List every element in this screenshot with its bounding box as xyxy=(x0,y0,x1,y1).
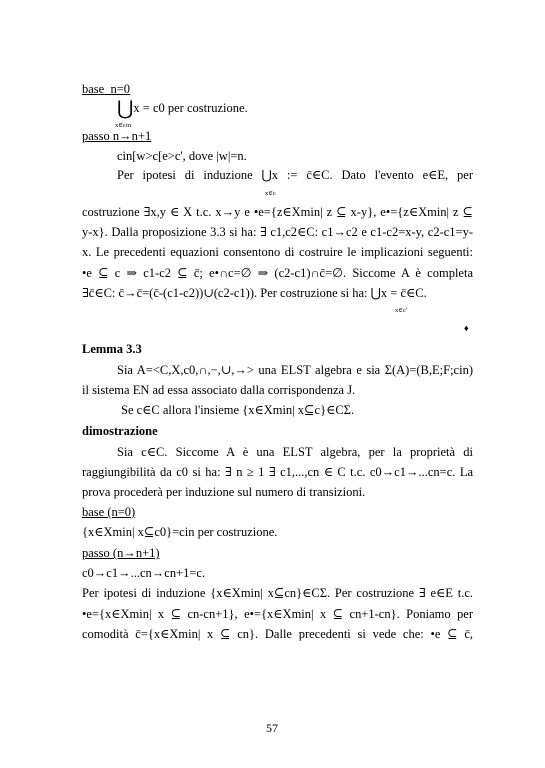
dim-line-3: prova procederà per induzione sul numero di transizioni. xyxy=(82,485,366,499)
dimostrazione-title: dimostrazione xyxy=(82,424,158,438)
exist-subscript: x∈c' xyxy=(395,307,408,314)
exist-line: ∃c̄∈C: c̄→c̄=(c̄-(c1-c2))∪(c2-c1)). Per costruzione si ha: ⋃x = c̄∈C. xyxy=(82,286,427,300)
base-n-value: n=0 xyxy=(110,82,131,96)
induzione-line-1: Per ipotesi di induzione {x∈Xmin| x⊆cn}∈CΣ. Per costruzione ∃ e∈E t.c. xyxy=(82,586,473,600)
end-of-proof-diamond: ♦ xyxy=(464,323,469,333)
lemma-line-3: Se c∈C allora l'insieme {x∈Xmin| x⊆c}∈CΣ. xyxy=(121,403,355,417)
base-n0-equation xyxy=(117,98,248,120)
lemma-line-2: il sistema EN ad essa associato dalla corrispondenza J. xyxy=(82,383,356,397)
equazioni-line: x. Le precedenti equazioni consentono di costruire le implicazioni seguenti: xyxy=(82,245,473,259)
lemma-title: Lemma 3.3 xyxy=(82,342,142,356)
ipotesi-line: Per ipotesi di induzione ⋃x := c̄∈C. Dato l'evento e∈E, per xyxy=(117,168,473,182)
proposizione-line: y-x}. Dalla proposizione 3.3 si ha: ∃ c1,c2∈C: c1→c2 e c1-c2=x-y, c2-c1=y- xyxy=(82,225,473,239)
passo-n-heading: passo (n→n+1) xyxy=(82,546,160,560)
dim-line-2: raggiungibilità da c0 si ha: ∃ n ≥ 1 ∃ c1,...,cn ∈ C t.c. c0→c1→...cn=c. La xyxy=(82,465,473,479)
base-heading: base (n=0) xyxy=(82,505,136,519)
passo-heading: passo n→n+1 xyxy=(82,129,152,143)
union-symbol: ⋃ xyxy=(117,98,134,120)
page-number: 57 xyxy=(266,721,278,735)
passo-equation: c0→c1→...cn→cn+1=c. xyxy=(82,566,206,580)
implicazioni-line: •e ⊆ c ⇒ c1-c2 ⊆ c̄; e•∩c=∅ ⇒ (c2-c1)∩c̄=∅. Siccome A è completa xyxy=(82,266,473,280)
base-equation: {x∈Xmin| x⊆c0}=cin per costruzione. xyxy=(82,525,278,539)
lemma-line-1: Sia A=<C,X,c0,∩,−,∪,→> una ELST algebra e sia Σ(A)=(B,E;F;cin) xyxy=(117,363,473,377)
base-label: base xyxy=(82,82,105,96)
dim-line-1: Sia c∈C. Siccome A è una ELST algebra, per la proprietà di xyxy=(117,445,473,459)
cin-line: cin[w>c[e>c', dove |w|=n. xyxy=(117,149,247,163)
ipotesi-subscript: x∈c xyxy=(265,190,276,197)
base-n0-subscript: x∈cin xyxy=(115,122,132,129)
costruzione-line: costruzione ∃x,y ∈ X t.c. x→y e •e={z∈Xmin| z ⊆ x-y}, e•={z∈Xmin| z ⊆ xyxy=(82,205,473,219)
base-n0-eq-text: x = c0 per costruzione. xyxy=(133,101,248,115)
base-n0-heading xyxy=(82,81,130,98)
induzione-line-3: comodità c̄={x∈Xmin| x ⊆ cn}. Dalle precedenti si vede che: •e ⊆ c̄, xyxy=(82,627,473,641)
induzione-line-2: •e={x∈Xmin| x ⊆ cn-cn+1}, e•={x∈Xmin| x ⊆ cn+1-cn}. Poniamo per xyxy=(82,607,473,621)
